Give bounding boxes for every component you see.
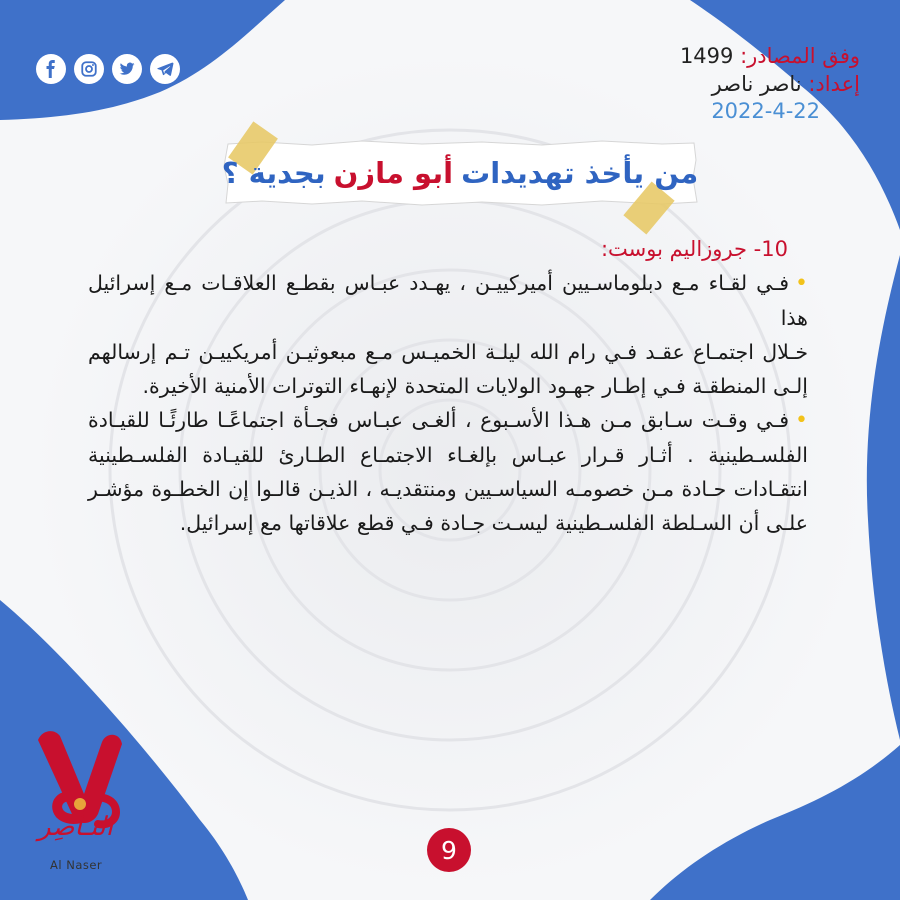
paragraph-1	[88, 266, 808, 335]
article-source: 10- جروزاليم بوست:	[600, 237, 788, 261]
meta-block	[680, 42, 860, 124]
source-label: وفق المصادر:	[740, 44, 860, 68]
article-body	[88, 232, 808, 540]
telegram-icon[interactable]	[150, 54, 180, 84]
paragraph-1-text: فـي لقـاء مـع دبلوماسـيين أميركييـن ، يهـدد عبـاس بقطـع العلاقـات مـع إسرائيل هذا	[88, 271, 808, 330]
title-part3: بجدية ؟	[221, 156, 326, 190]
title-banner	[222, 140, 698, 206]
social-icons	[36, 54, 180, 84]
title-part2: أبو مازن	[333, 156, 454, 190]
bullet-icon: •	[795, 408, 808, 433]
prepared-label: إعداد:	[808, 72, 860, 96]
prepared-name: ناصر ناصر	[711, 72, 802, 96]
twitter-icon[interactable]	[112, 54, 142, 84]
instagram-icon[interactable]	[74, 54, 104, 84]
page-title	[222, 140, 698, 206]
logo-english-text: Al Naser	[50, 858, 103, 872]
source-count-line	[680, 42, 860, 70]
page-number: 9	[427, 828, 471, 872]
bullet-icon: •	[795, 271, 808, 296]
logo-arabic-text: النـاصِر	[38, 812, 113, 842]
facebook-icon[interactable]	[36, 54, 66, 84]
paragraph-3	[88, 403, 808, 540]
paragraph-3-text: فـي وقـت سـابق مـن هـذا الأسـبوع ، ألغـى عبـاس فجـأة اجتماعًـا طارئًـا للقيـادة الفلسـطينية . أثـار قـرار عبـاس بإلغـاء الاجتمـاع الطـارئ للقيـادة الفلسـطينية انتقـادات حـادة مـن خصومـه السياسـيين ومنتقديـه ، الذيـن قالـوا إن الخطـوة مؤشـر علـى أن السـلطة الفلسـطينية ليسـت جـادة فـي قطع علاقاتها مع إسرائيل.	[88, 408, 808, 535]
prepared-line	[680, 70, 860, 98]
paragraph-2: خـلال اجتمـاع عقـد فـي رام الله ليلـة الخميـس مـع مبعوثيـن أمريكييـن تـم إرسالهم إلـى المنطقـة فـي إطـار جهـود الولايات المتحدة لإنهـاء التوترات الأمنية الأخيرة.	[88, 340, 808, 398]
source-number: 1499	[679, 44, 734, 68]
al-naser-logo	[32, 722, 144, 872]
title-part1: من يأخذ تهديدات	[461, 156, 699, 190]
publish-date: 2022-4-22	[711, 99, 820, 123]
